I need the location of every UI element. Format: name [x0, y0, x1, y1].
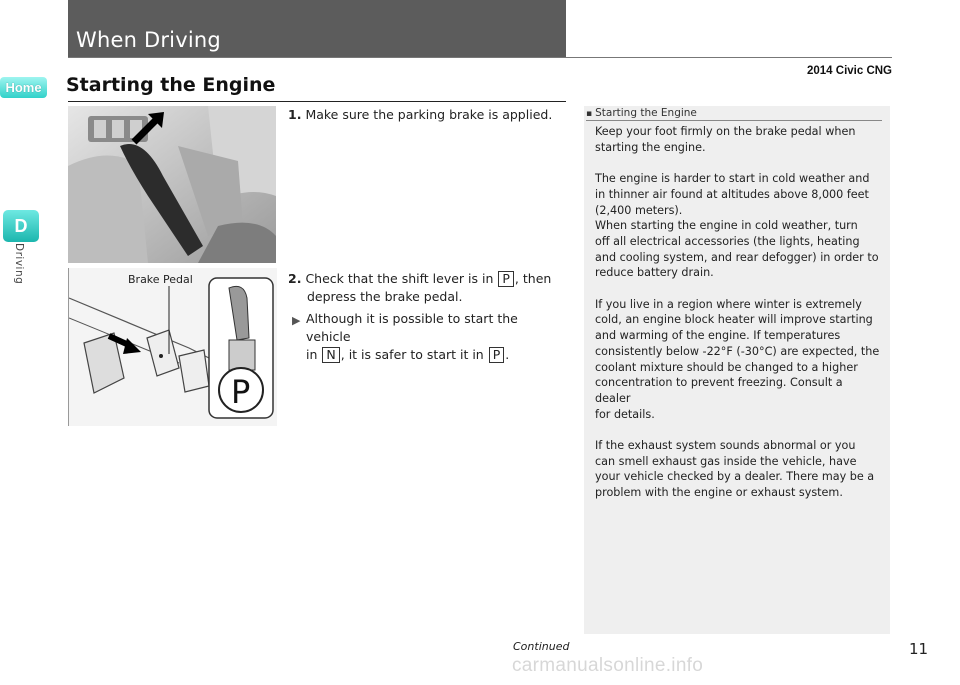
step-1	[288, 106, 558, 124]
section-title: Starting the Engine	[66, 74, 276, 96]
gear-p-letter: P	[231, 373, 251, 411]
header-rule	[68, 57, 892, 58]
parking-brake-illustration	[68, 106, 276, 263]
step-2-continuation: depress the brake pedal.	[307, 289, 463, 304]
key-p-2: P	[489, 347, 505, 363]
reference-icon: ▪	[586, 109, 593, 119]
note-arrow-icon: ▶	[292, 314, 301, 327]
page-header-title: When Driving	[76, 28, 221, 52]
sidebar-heading-text: Starting the Engine	[595, 107, 697, 119]
note-text: Although it is possible to start the vehicle	[306, 311, 518, 344]
step-2-post: , then	[514, 271, 552, 286]
key-n: N	[322, 347, 339, 363]
chapter-label: Driving	[13, 243, 25, 285]
sidebar-heading	[586, 107, 882, 121]
step-2-note	[292, 310, 564, 364]
note-mid: , it is safer to start it in	[340, 347, 484, 362]
header-bar	[68, 0, 566, 58]
brake-pedal-callout: Brake Pedal	[128, 273, 193, 286]
chapter-tab[interactable]: D	[3, 210, 39, 242]
model-label: 2014 Civic CNG	[806, 65, 892, 77]
sidebar-note	[584, 106, 890, 634]
note-end: .	[505, 347, 510, 362]
step-1-number: 1.	[288, 107, 302, 122]
section-rule	[68, 101, 566, 102]
step-2-text: Check that the shift lever is in	[305, 271, 494, 286]
continued-label: Continued	[513, 640, 570, 653]
brake-pedal-illustration	[68, 268, 277, 426]
key-p: P	[498, 271, 514, 287]
sidebar-body: Keep your foot firmly on the brake pedal when starting the engine. The engine is harder to start in cold weather and in thinner air found at altitudes above 8,000 feet (2,400 meters). When starting the engine in cold weather, turn off all electrical accessories (the lights, heating and cooling system, and rear defogger) in order to reduce battery drain. If you live in a region where winter is extremely cold, an engine block heater will improve starting and warming of the engine. If temperatures consistently below -22°F (-30°C) are expected, the coolant mixture should be changed to a higher concentration to prevent freezing. Consult a dealer for details. If the exhaust system sounds abnormal or you can smell exhaust gas inside the vehicle, have your vehicle checked by a dealer. There may be a problem with the engine or exhaust system.	[595, 125, 880, 500]
step-2	[288, 270, 560, 306]
home-button[interactable]: Home	[0, 77, 47, 98]
step-2-number: 2.	[288, 271, 302, 286]
note-in: in	[306, 347, 318, 362]
step-1-text: Make sure the parking brake is applied.	[305, 107, 553, 122]
page-number: 11	[909, 640, 929, 658]
watermark: carmanualsonline.info	[512, 655, 704, 676]
